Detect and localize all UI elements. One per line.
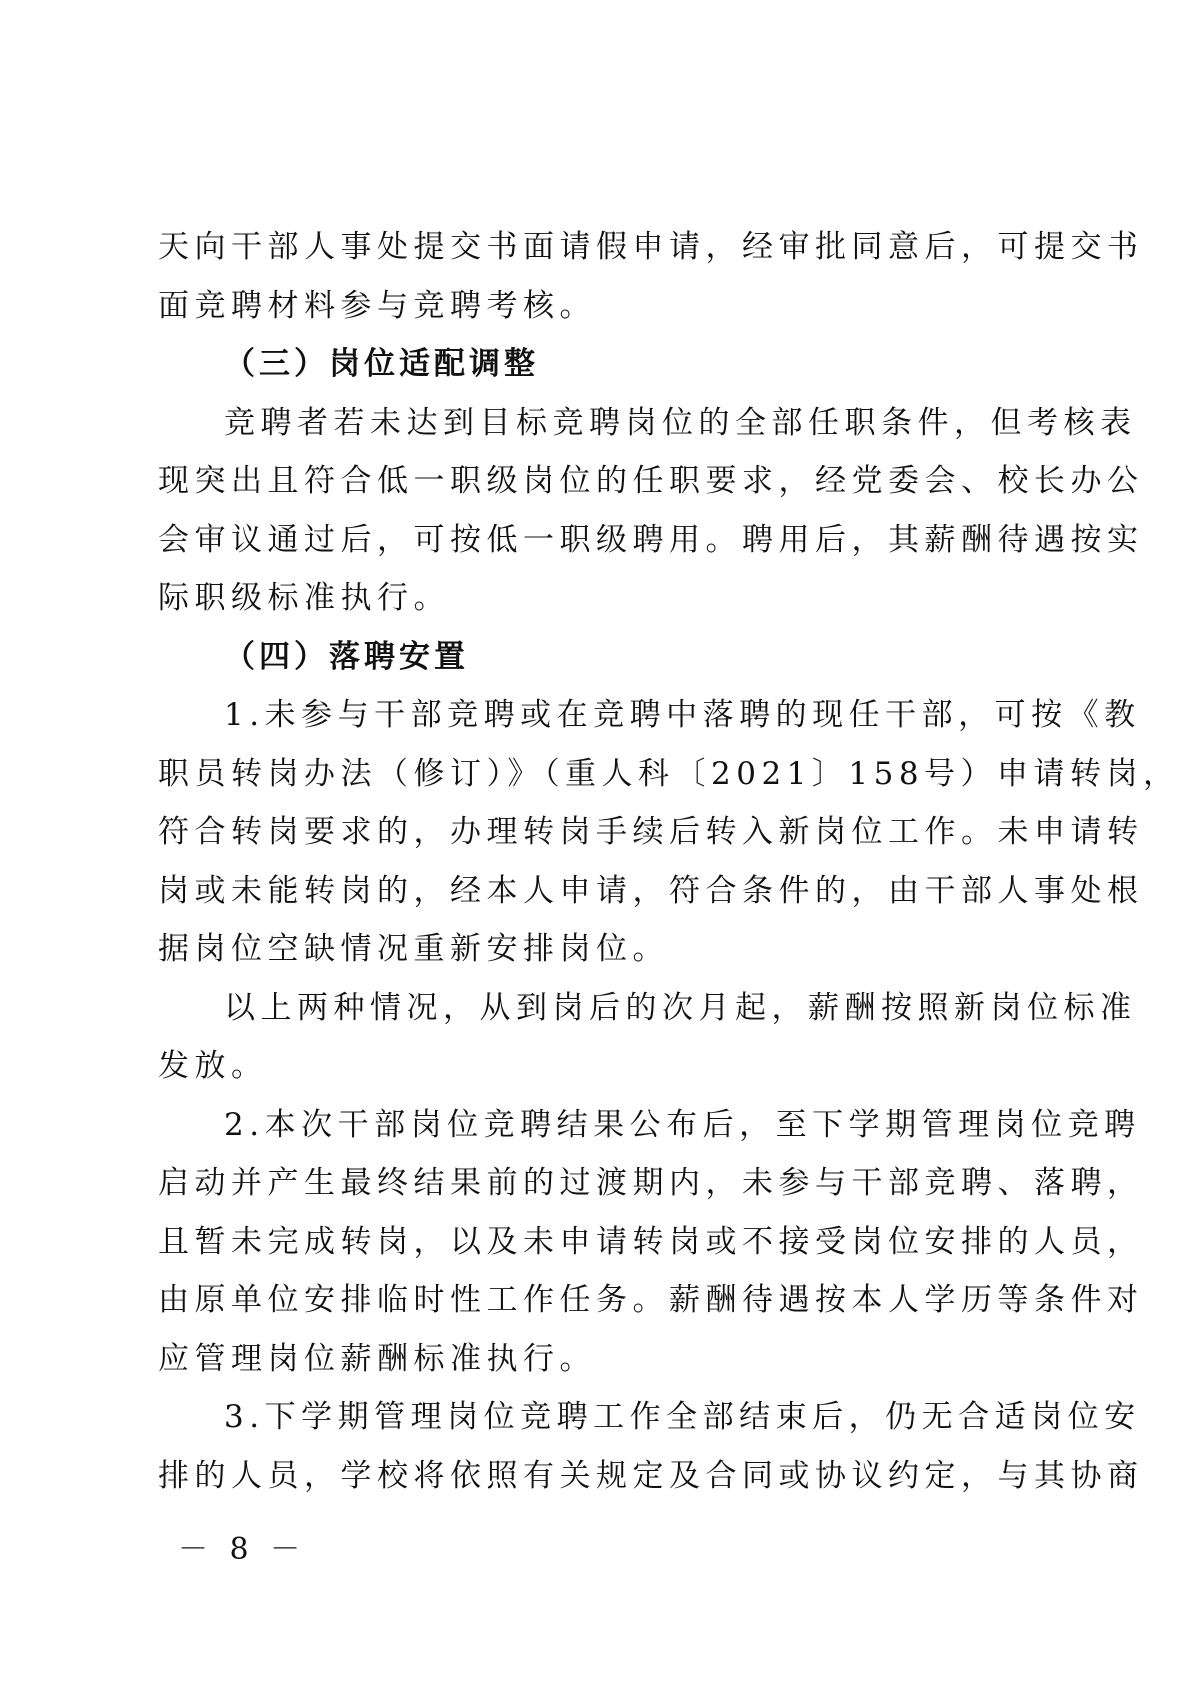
section-heading-3: （三）岗位适配调整 xyxy=(224,346,539,382)
text-line: 竞聘者若未达到目标竞聘岗位的全部任职条件，但考核表 xyxy=(224,404,1137,441)
text-line: 排的人员，学校将依照有关规定及合同或协议约定，与其协商 xyxy=(158,1457,1144,1494)
text-line: 应管理岗位薪酬标准执行。 xyxy=(158,1340,596,1377)
text-line: 天向干部人事处提交书面请假申请，经审批同意后，可提交书 xyxy=(158,229,1144,265)
text-line: 发放。 xyxy=(158,1048,268,1084)
text-line: 3.下学期管理岗位竞聘工作全部结束后，仍无合适岗位安 xyxy=(224,1399,1141,1435)
text-line: 岗或未能转岗的，经本人申请，符合条件的，由干部人事处根 xyxy=(158,872,1144,909)
text-line: 由原单位安排临时性工作任务。薪酬待遇按本人学历等条件对 xyxy=(158,1282,1144,1318)
page-number: － 8 － xyxy=(178,1532,307,1567)
text-line: 符合转岗要求的，办理转岗手续后转入新岗位工作。未申请转 xyxy=(158,814,1144,850)
text-line: 会审议通过后，可按低一职级聘用。聘用后，其薪酬待遇按实 xyxy=(158,521,1144,558)
text-line: 且暂未完成转岗，以及未申请转岗或不接受岗位安排的人员， xyxy=(158,1223,1144,1260)
text-line: 面竞聘材料参与竞聘考核。 xyxy=(158,287,596,324)
section-heading-4: （四）落聘安置 xyxy=(224,638,469,675)
text-line: 以上两种情况，从到岗后的次月起，薪酬按照新岗位标准 xyxy=(224,989,1137,1026)
text-line: 启动并产生最终结果前的过渡期内，未参与干部竞聘、落聘， xyxy=(158,1165,1144,1201)
text-line: 际职级标准执行。 xyxy=(158,580,450,616)
text-line: 职员转岗办法（修订）》（重人科〔2021〕158号）申请转岗， xyxy=(158,755,1180,792)
text-line: 2.本次干部岗位竞聘结果公布后，至下学期管理岗位竞聘 xyxy=(224,1106,1141,1143)
document-body xyxy=(158,218,1180,1505)
text-line: 据岗位空缺情况重新安排岗位。 xyxy=(158,931,669,967)
text-line: 现突出且符合低一职级岗位的任职要求，经党委会、校长办公 xyxy=(158,463,1144,499)
text-line: 1.未参与干部竞聘或在竞聘中落聘的现任干部，可按《教 xyxy=(224,697,1141,733)
